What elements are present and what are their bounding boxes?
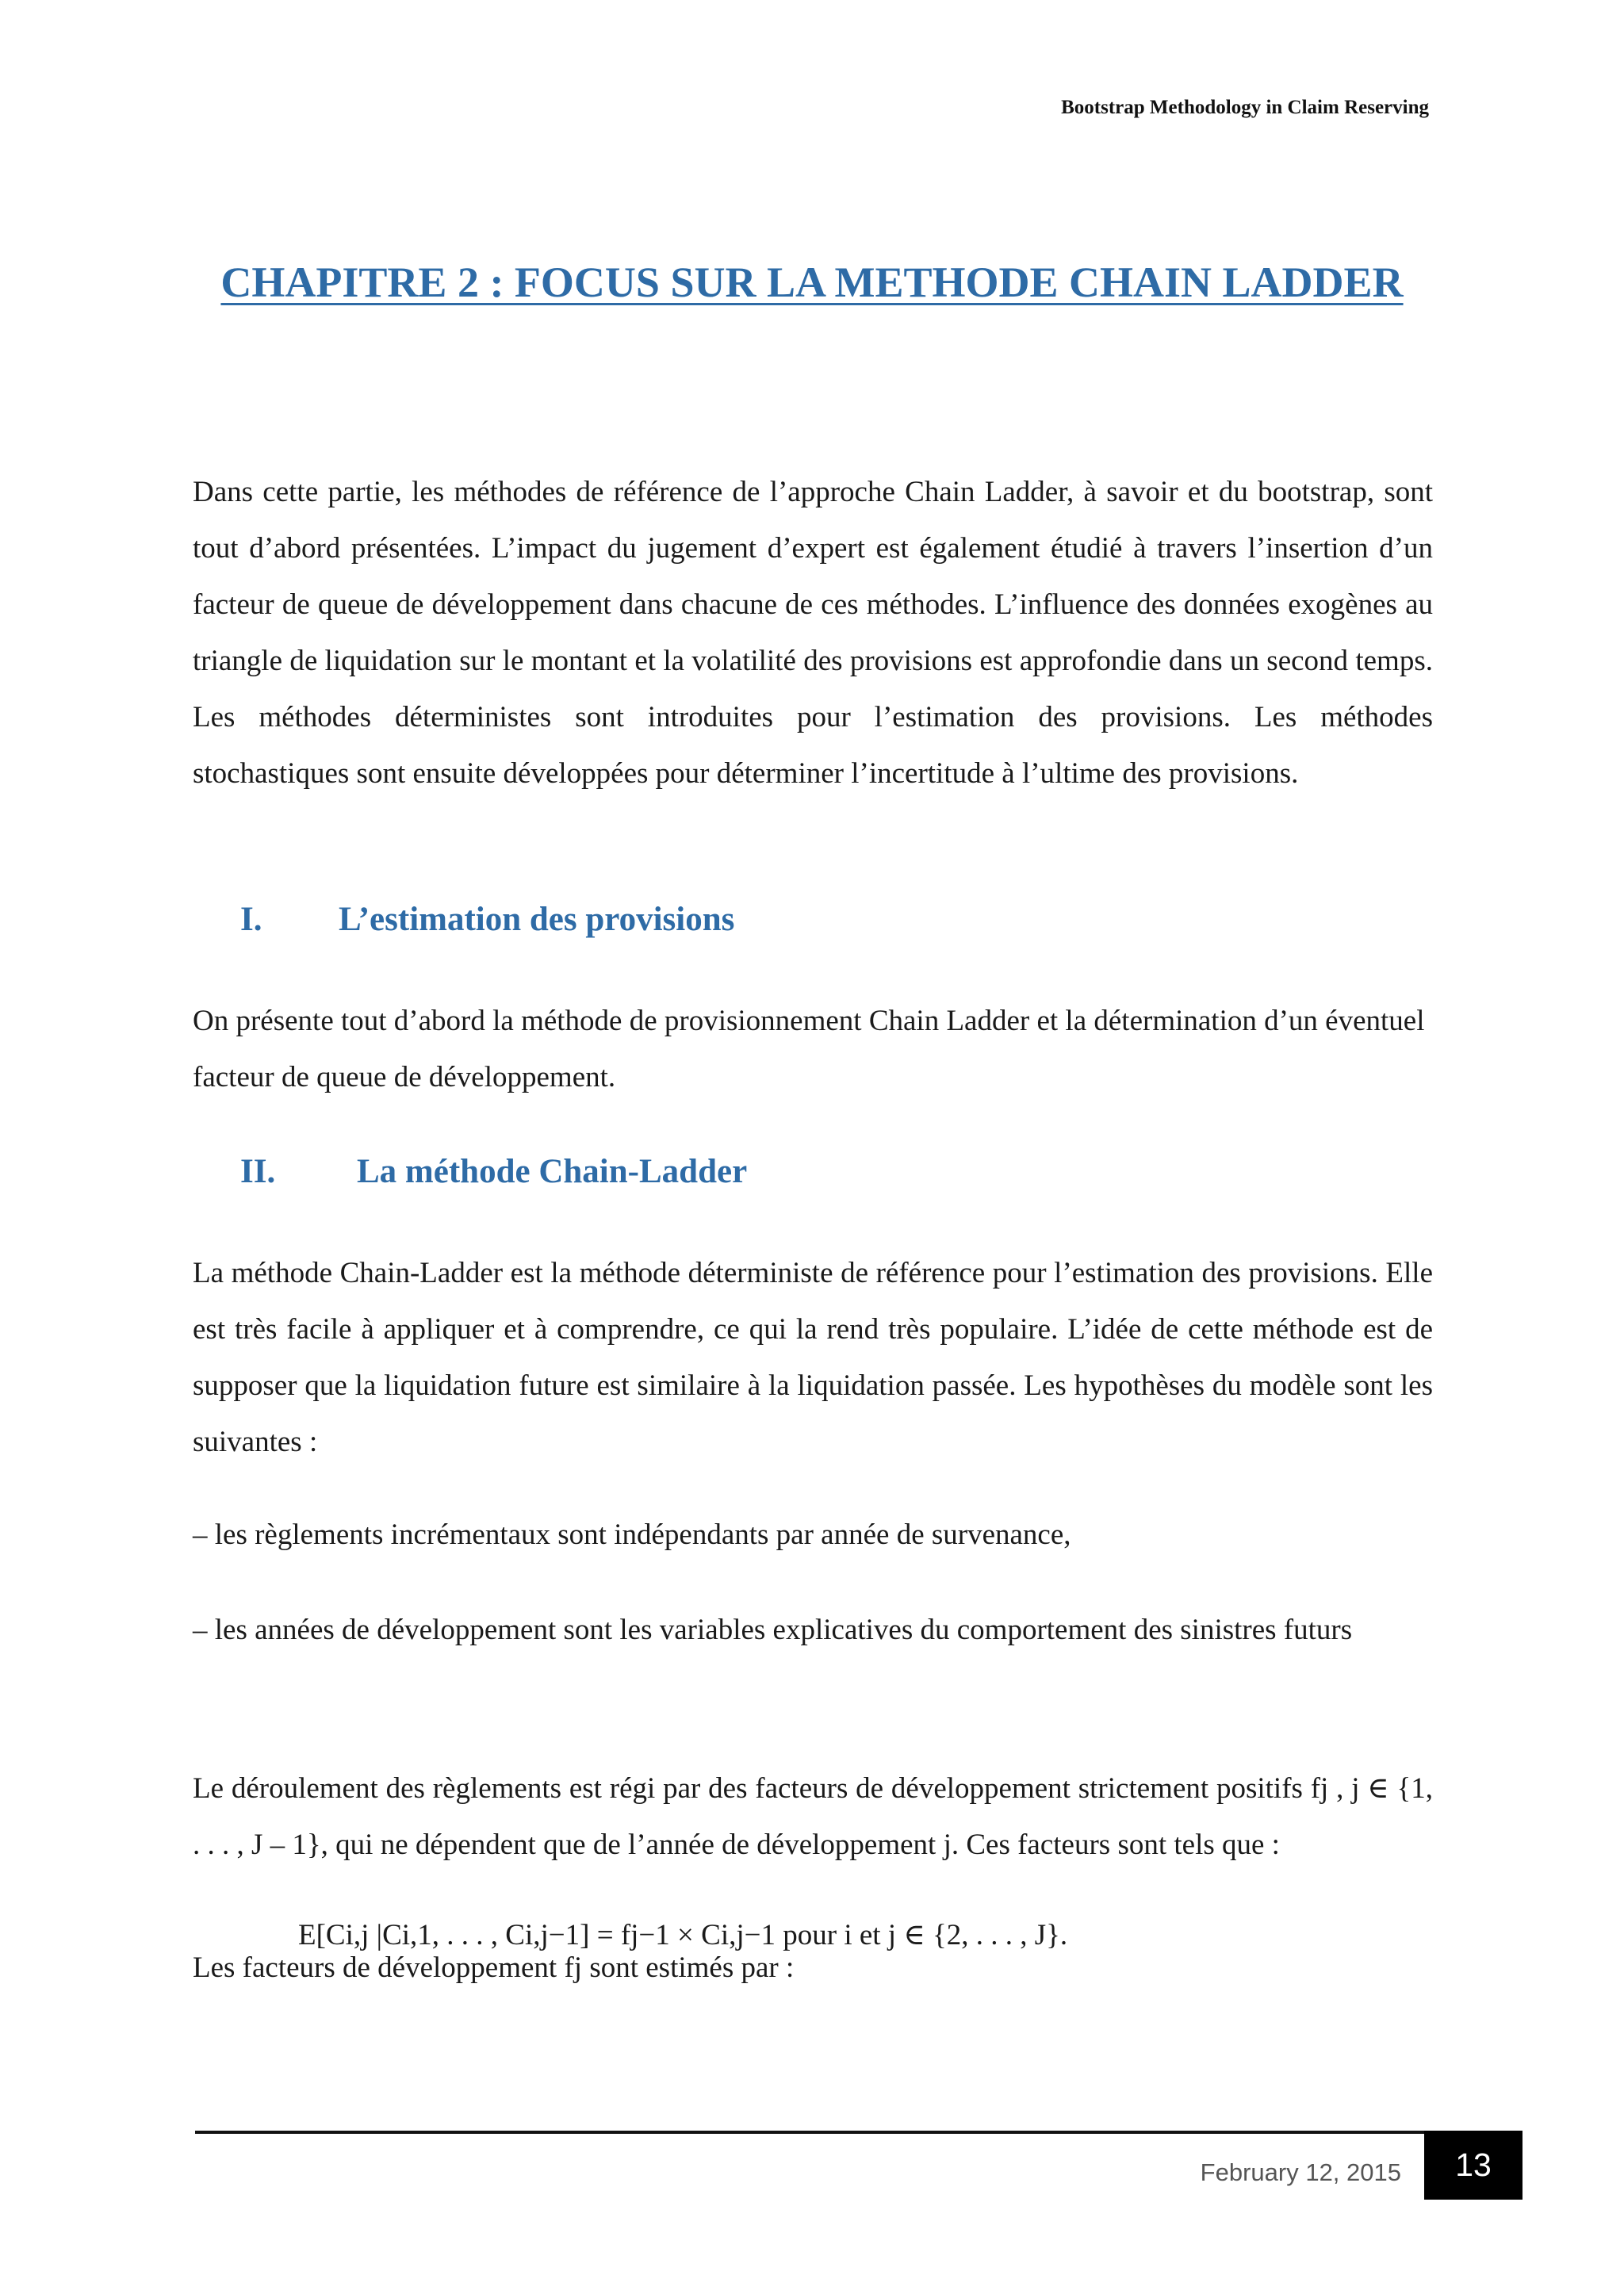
intro-paragraph: Dans cette partie, les méthodes de référence de l’approche Chain Ladder, à savoir et du bootstrap, sont tout d’abord présentées. L’impact du jugement d’expert est également étudié à travers l’insertion d’un facteur de queue de développement dans chacune de ces méthodes. L’influence des données exogènes au triangle de liquidation sur le montant et la volatilité des provisions est approfondie dans un second temps. Les méthodes déterministes sont introduites pour l’estimation des provisions. Les méthodes stochastiques sont ensuite développées pour déterminer l’incertitude à l’ultime des provisions. bbox=[193, 476, 1433, 790]
hypothesis-bullet-2: – les années de développement sont les variables explicatives du comportement des sinistres futurs bbox=[193, 1614, 1353, 1646]
factors-paragraph: Le déroulement des règlements est régi par des facteurs de développement strictement positifs fj , j ∈ {1, . . . , J – 1}, qui ne dépendent que de l’année de développement j. Ces facteurs sont tels que : bbox=[193, 1772, 1433, 1861]
section-1-title: L’estimation des provisions bbox=[339, 901, 735, 938]
page-number: 13 bbox=[1424, 2131, 1522, 2200]
section-2-number: II. bbox=[240, 1153, 276, 1190]
section-1-paragraph: On présente tout d’abord la méthode de provisionnement Chain Ladder et la détermination d’un éventuel facteur de queue de développement. bbox=[193, 1005, 1425, 1093]
footer-date: February 12, 2015 bbox=[1200, 2158, 1401, 2186]
expectation-formula: E[Ci,j |Ci,1, . . . , Ci,j−1] = fj−1 × Ci,j−1 pour i et j ∈ {2, . . . , J}. bbox=[298, 1919, 1068, 1951]
hypothesis-bullet-1: – les règlements incrémentaux sont indépendants par année de survenance, bbox=[193, 1518, 1071, 1551]
footer-rule bbox=[195, 2131, 1424, 2134]
section-2-title: La méthode Chain-Ladder bbox=[357, 1153, 748, 1190]
section-1-number: I. bbox=[240, 901, 262, 938]
section-2-paragraph: La méthode Chain-Ladder est la méthode déterministe de référence pour l’estimation des provisions. Elle est très facile à appliquer et à comprendre, ce qui la rend très populaire. L’idée de cette méthode est de supposer que la liquidation future est similaire à la liquidation passée. Les hypothèses du modèle sont les suivantes : bbox=[193, 1257, 1433, 1458]
running-header: Bootstrap Methodology in Claim Reserving bbox=[1061, 97, 1429, 118]
estimation-line: Les facteurs de développement fj sont estimés par : bbox=[193, 1951, 795, 1984]
chapter-title: CHAPITRE 2 : FOCUS SUR LA METHODE CHAIN LADDER bbox=[220, 259, 1404, 306]
